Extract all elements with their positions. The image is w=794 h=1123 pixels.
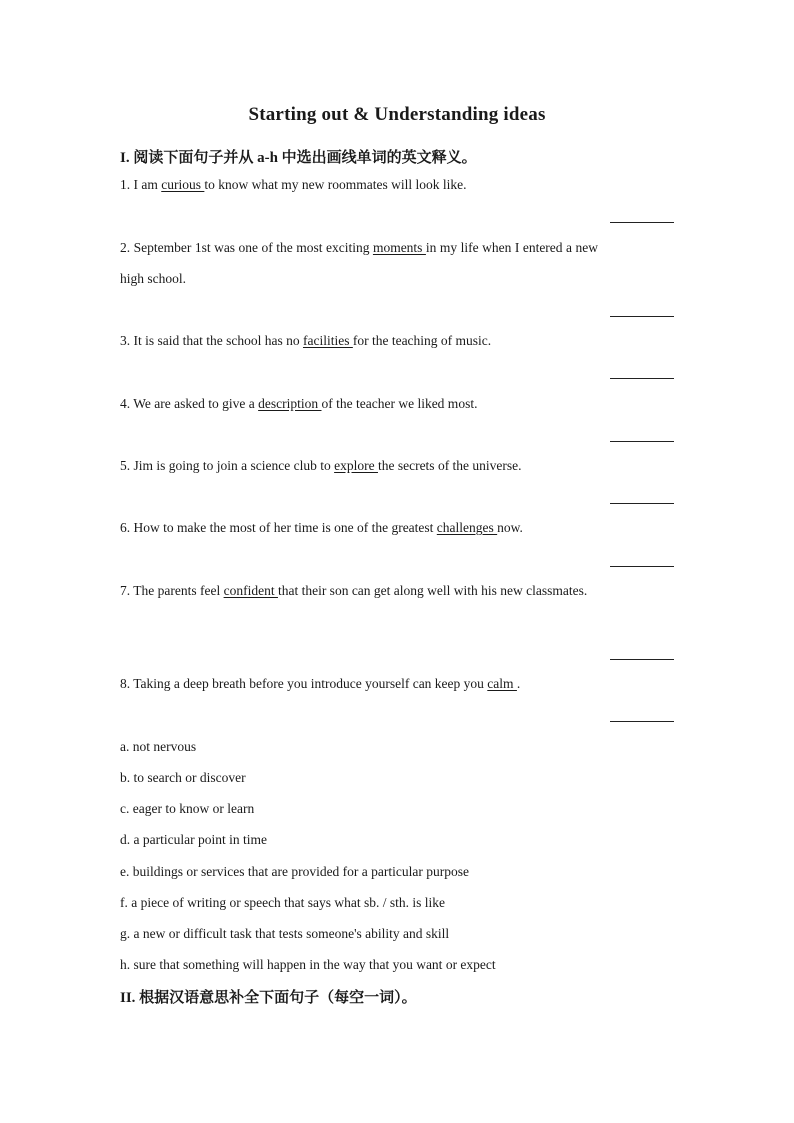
answer-blank-2[interactable] bbox=[610, 316, 674, 317]
answer-blank-3[interactable] bbox=[610, 378, 674, 379]
question-4: 4. We are asked to give a description of the teacher we liked most. bbox=[120, 396, 478, 411]
question-6: 6. How to make the most of her time is one of the greatest challenges now. bbox=[120, 520, 523, 535]
question-1: 1. I am curious to know what my new roommates will look like. bbox=[120, 177, 467, 192]
option-d: d. a particular point in time bbox=[120, 832, 267, 847]
question-8: 8. Taking a deep breath before you introduce yourself can keep you calm . bbox=[120, 676, 521, 691]
answer-blank-4[interactable] bbox=[610, 441, 674, 442]
underlined-word: calm bbox=[487, 676, 517, 691]
section-2-heading: II. 根据汉语意思补全下面句子（每空一词）。 bbox=[120, 990, 417, 1006]
page-title: Starting out & Understanding ideas bbox=[248, 104, 546, 125]
underlined-word: confident bbox=[223, 583, 278, 598]
underlined-word: curious bbox=[161, 177, 205, 192]
underlined-word: challenges bbox=[436, 520, 498, 535]
underlined-word: moments bbox=[372, 240, 426, 255]
option-e: e. buildings or services that are provided for a particular purpose bbox=[120, 864, 470, 879]
section-1-heading: I. 阅读下面句子并从 a-h 中选出画线单词的英文释义。 bbox=[120, 150, 477, 166]
option-g: g. a new or difficult task that tests someone's ability and skill bbox=[120, 926, 450, 941]
underlined-word: explore bbox=[334, 458, 378, 473]
question-2: 2. September 1st was one of the most exciting moments in my life when I entered a new high school. bbox=[120, 240, 598, 286]
question-5: 5. Jim is going to join a science club to explore the secrets of the universe. bbox=[120, 458, 522, 473]
option-c: c. eager to know or learn bbox=[120, 801, 255, 816]
answer-blank-5[interactable] bbox=[610, 503, 674, 504]
answer-blank-1[interactable] bbox=[610, 222, 674, 223]
question-7: 7. The parents feel confident that their son can get along well with his new classmates. bbox=[120, 583, 588, 598]
answer-blank-8[interactable] bbox=[610, 721, 674, 722]
underlined-word: facilities bbox=[302, 333, 353, 348]
answer-blank-6[interactable] bbox=[610, 566, 674, 567]
option-f: f. a piece of writing or speech that says what sb. / sth. is like bbox=[120, 895, 446, 910]
option-b: b. to search or discover bbox=[120, 770, 246, 785]
answer-blank-7[interactable] bbox=[610, 659, 674, 660]
option-h: h. sure that something will happen in the way that you want or expect bbox=[120, 957, 496, 972]
option-a: a. not nervous bbox=[120, 739, 197, 754]
underlined-word: description bbox=[258, 396, 322, 411]
question-3: 3. It is said that the school has no facilities for the teaching of music. bbox=[120, 333, 492, 348]
